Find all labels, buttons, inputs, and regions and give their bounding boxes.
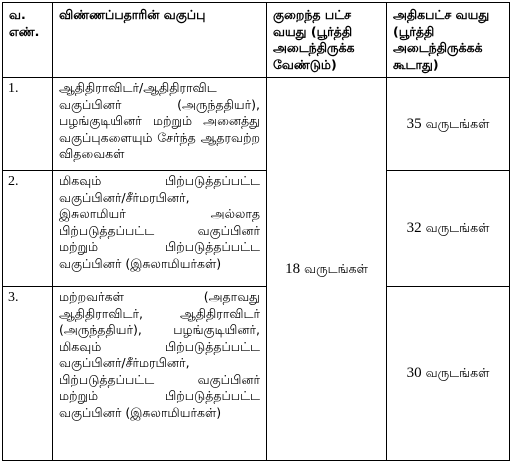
max-age-cell xyxy=(387,78,510,171)
header-min-age: குறைந்த பட்ச வயது (பூர்த்தி அடைந்திருக்க வேண்டும்) xyxy=(267,3,387,78)
header-category: விண்ணப்பதாரின் வகுப்பு xyxy=(53,3,267,78)
max-age-cell xyxy=(387,287,510,461)
max-age-number: 30 xyxy=(406,365,422,382)
min-age-number: 18 xyxy=(285,260,301,277)
table-row xyxy=(3,171,510,287)
row-category: மிகவும் பிற்படுத்தப்பட்ட வகுப்பினர்/சீர்மரபினர், இசுலாமியர் அல்லாத பிற்படுத்தப்பட்ட வகுப்பினர் மற்றும் பிற்படுத்தப்பட்ட வகுப்பினர் (இசுலாமியர்கள்) xyxy=(53,171,267,287)
max-age-unit: வருடங்கள் xyxy=(425,365,490,381)
min-age-unit: வருடங்கள் xyxy=(304,260,368,276)
max-age-number: 32 xyxy=(406,220,422,237)
header-max-age: அதிகபட்ச வயது (பூர்த்தி அடைந்திருக்கக் கூடாது) xyxy=(387,3,510,78)
header-serial-number: வ. எண். xyxy=(3,3,53,78)
min-age-cell xyxy=(267,78,387,461)
table-row xyxy=(3,78,510,171)
row-serial-number: 3. xyxy=(3,287,53,461)
table-header-row xyxy=(3,3,510,78)
max-age-unit: வருடங்கள் xyxy=(425,220,490,236)
max-age-number: 35 xyxy=(406,115,422,132)
age-limit-table xyxy=(2,2,510,461)
max-age-unit: வருடங்கள் xyxy=(425,115,490,131)
table-row xyxy=(3,287,510,461)
row-serial-number: 1. xyxy=(3,78,53,171)
row-category: மற்றவர்கள் (அதாவது ஆதிதிராவிடர், ஆதிதிராவிடர் (அருந்ததியர்), பழங்குடியினர், மிகவும் பிற்படுத்தப்பட்ட வகுப்பினர்/சீர்மரபினர், பிற்படுத்தப்பட்ட வகுப்பினர் மற்றும் பிற்படுத்தப்பட்ட வகுப்பினர் (இசுலாமியர்கள்) xyxy=(53,287,267,461)
row-category: ஆதிதிராவிடர்/ஆதிதிராவிட வகுப்பினர் (அருந்ததியர்), பழங்குடியினர் மற்றும் அனைத்து வகுப்புகளையும் சேர்ந்த ஆதரவற்ற விதவைகள் xyxy=(53,78,267,171)
row-serial-number: 2. xyxy=(3,171,53,287)
max-age-cell xyxy=(387,171,510,287)
